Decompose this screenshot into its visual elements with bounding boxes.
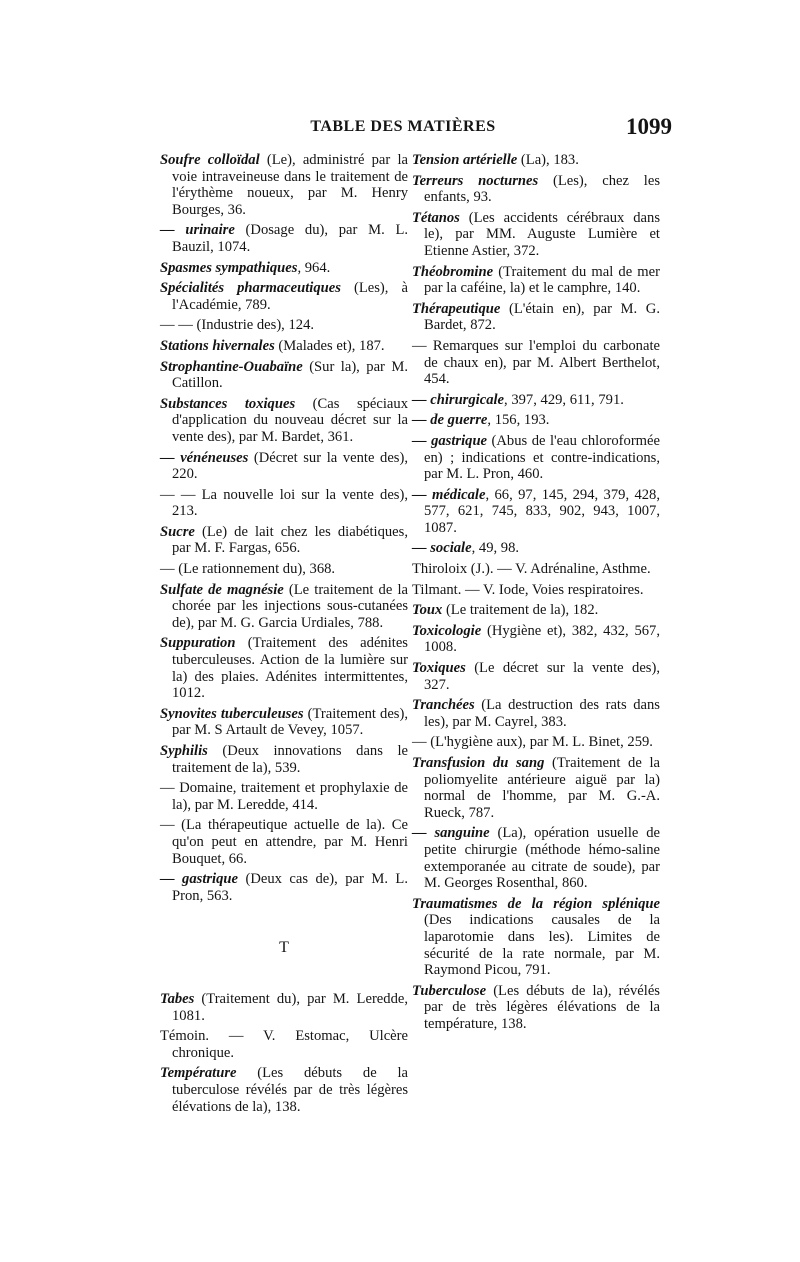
index-entry	[412, 983, 660, 1033]
entry-heading: Tranchées	[412, 697, 475, 714]
entry-heading: Spasmes sympathiques	[160, 259, 298, 276]
entry-text: — (Le rationnement du), 368.	[160, 561, 336, 578]
entry-text: , 397, 429, 611, 791.	[504, 391, 624, 408]
index-entry	[160, 582, 408, 632]
entry-text: Témoin. — V. Estomac, Ulcère chronique.	[160, 1028, 408, 1061]
entry-text: (Les accidents cérébraux dans le), par MM. Auguste Lumière et Etienne Astier, 372.	[424, 209, 660, 259]
entry-heading: Terreurs nocturnes	[412, 172, 539, 189]
entry-heading: Sulfate de magnésie	[160, 581, 284, 598]
index-entry	[412, 392, 660, 409]
entry-text: (Deux innovations dans le traitement de la), 539.	[172, 743, 408, 776]
entry-heading: Tuberculose	[412, 982, 487, 999]
index-entry	[160, 561, 408, 578]
index-entry	[412, 412, 660, 429]
index-entry	[412, 264, 660, 297]
entry-text: (Le) de lait chez les diabétiques, par M. F. Fargas, 656.	[172, 523, 408, 557]
index-entry	[412, 755, 660, 821]
index-entry	[160, 991, 408, 1024]
entry-text: (Des indications causales de la laparotomie dans les). Limites de sécurité de la rate normale, par M. Raymond Picou, 791.	[424, 912, 660, 979]
entry-heading: — sanguine	[412, 825, 490, 842]
entry-heading: Suppuration	[160, 635, 236, 652]
entry-text: — Remarques sur l'emploi du carbonate de chaux en), par M. Albert Berthelot, 454.	[412, 337, 660, 388]
entry-heading: — gastrique	[160, 871, 239, 888]
index-entry	[412, 210, 660, 260]
entry-heading: — de guerre	[412, 412, 488, 429]
entry-heading: Syphilis	[160, 743, 208, 759]
entry-text: Tilmant. — V. Iode, Voies respiratoires.	[412, 581, 644, 598]
index-entry	[412, 540, 660, 557]
index-entry	[412, 487, 660, 537]
entry-heading: Synovites tuberculeuses	[160, 705, 304, 722]
entry-heading: Thérapeutique	[412, 300, 501, 317]
entry-text: (Cas spéciaux d'application du nouveau décret sur la vente des), par M. Bardet, 361.	[172, 395, 408, 445]
index-entry	[160, 1028, 408, 1061]
index-entry	[412, 301, 660, 334]
entry-text: (Malades et), 187.	[274, 337, 385, 354]
entry-heading: Tétanos	[412, 209, 460, 226]
entry-text: (Traitement du mal de mer par la caféine, la) et le camphre, 140.	[424, 263, 660, 297]
entry-text: (Les débuts de la tuberculose révélés par de très légères élévations de la), 138.	[172, 1065, 408, 1115]
entry-text: (L'étain en), par M. G. Bardet, 872.	[424, 300, 660, 334]
entry-heading: — médicale	[412, 486, 486, 503]
entry-text: (Traitement des), par M. S Artault de Vevey, 1057.	[172, 705, 408, 739]
index-entry	[412, 697, 660, 730]
entry-heading: Spécialités pharmaceutiques	[160, 280, 341, 297]
index-entry	[160, 152, 408, 218]
entry-heading: Stations hivernales	[160, 337, 275, 354]
entry-heading: — vénéneuses	[160, 449, 249, 466]
index-entry	[160, 1065, 408, 1115]
entry-heading: Tabes	[160, 990, 195, 1007]
index-entry	[160, 260, 408, 277]
entry-text: (Le traitement de la chorée par les injections sous-cutanées de), par M. G. Garcia Urdiales, 788.	[172, 581, 408, 631]
entry-text: , 49, 98.	[471, 540, 520, 557]
index-entry	[160, 338, 408, 355]
index-entry	[412, 660, 660, 693]
index-entry	[412, 623, 660, 656]
entry-text: — — La nouvelle loi sur la vente des), 213.	[160, 486, 408, 520]
entry-text: — (L'hygiène aux), par M. L. Binet, 259.	[412, 734, 653, 751]
entry-heading: Tension artérielle	[412, 152, 518, 168]
index-entry	[412, 152, 660, 169]
index-entry	[412, 734, 660, 751]
entry-heading: Sucre	[160, 523, 195, 540]
index-entry	[160, 396, 408, 446]
entry-text: (Le décret sur la vente des), 327.	[424, 660, 660, 693]
index-entry	[412, 338, 660, 388]
entry-heading: Toxicologie	[412, 622, 482, 639]
index-entry	[160, 817, 408, 867]
index-entry	[412, 173, 660, 206]
section-letter: T	[279, 939, 289, 957]
entry-text: (Traitement du), par M. Leredde, 1081.	[172, 990, 408, 1024]
entry-text: (Dosage du), par M. L. Bauzil, 1074.	[172, 222, 409, 255]
entry-text: (Les), chez les enfants, 93.	[424, 172, 660, 206]
index-entry	[160, 222, 408, 255]
index-entry	[412, 561, 660, 578]
entry-text: (Traitement de la poliomyelite antérieure aiguë par la) normal de l'homme, par M. G.-A. Rueck, 787.	[424, 755, 660, 821]
entry-text: (Hygiène et), 382, 432, 567, 1008.	[424, 622, 660, 656]
index-entry	[160, 280, 408, 313]
entry-text: , 156, 193.	[487, 412, 550, 429]
entry-heading: Température	[160, 1065, 237, 1082]
entry-text: — Domaine, traitement et prophylaxie de la), par M. Leredde, 414.	[160, 780, 408, 813]
entry-heading: Substances toxiques	[160, 395, 296, 412]
index-entry	[412, 602, 660, 619]
index-entry	[412, 433, 660, 483]
entry-text: — (La thérapeutique actuelle de la). Ce qu'on peut en attendre, par M. Henri Bouquet, 66.	[160, 817, 408, 867]
entry-heading: Transfusion du sang	[412, 755, 545, 771]
right-column	[412, 152, 660, 1037]
page-number: 1099	[626, 114, 672, 139]
entry-text: (Les débuts de la), révélés par de très légères élévations de la température, 138.	[424, 982, 660, 1032]
index-entry	[412, 582, 660, 599]
entry-text: (Les), à l'Académie, 789.	[172, 280, 408, 313]
entry-heading: Traumatismes de la région splénique	[412, 895, 660, 912]
index-entry	[412, 825, 660, 891]
index-entry	[160, 524, 408, 557]
running-header-title: TABLE DES MATIÈRES	[310, 118, 496, 135]
entry-text: (La destruction des rats dans les), par M. Cayrel, 383.	[424, 697, 660, 730]
entry-text: — — (Industrie des), 124.	[160, 317, 315, 334]
entry-text: , 964.	[297, 259, 331, 276]
entry-text: (La), 183.	[517, 152, 579, 168]
entry-heading: Toxiques	[412, 660, 466, 677]
entry-text: (Sur la), par M. Catillon.	[172, 358, 408, 392]
index-entry	[160, 450, 408, 483]
index-entry	[160, 780, 408, 813]
index-entry	[412, 896, 660, 979]
entry-text: (La), opération usuelle de petite chirurgie (méthode hémo-saline extemporanée au citrate de soude), par M. Georges Rosenthal, 860.	[424, 825, 660, 892]
index-entry	[160, 871, 408, 904]
index-entry	[160, 317, 408, 334]
entry-text: , 66, 97, 145, 294, 379, 428, 577, 621, 745, 833, 902, 943, 1007, 1087.	[424, 486, 661, 536]
index-entry	[160, 359, 408, 392]
index-entry	[160, 743, 408, 776]
index-entry	[160, 635, 408, 701]
entry-heading: Soufre colloïdal	[160, 152, 260, 168]
entry-heading: Strophantine-Ouabaïne	[160, 358, 303, 375]
entry-text: (Le), administré par la voie intraveineuse dans le traitement de l'érythème noueux, par M. Henry Bourges, 36.	[172, 152, 409, 218]
index-entry	[160, 706, 408, 739]
entry-text: (Abus de l'eau chloroformée en) ; indications et contre-indications, par M. L. Pron, 460.	[424, 432, 660, 483]
entry-text: (Décret sur la vente des), 220.	[172, 449, 408, 483]
index-entry	[160, 487, 408, 520]
entry-heading: — chirurgicale	[412, 391, 505, 408]
entry-heading: — sociale	[412, 540, 472, 557]
entry-heading: — urinaire	[160, 222, 235, 239]
entry-text: (Traitement des adénites tuberculeuses. Action de la lumière sur la) des plaies. Adénites intermittentes, 1012.	[172, 635, 408, 702]
entry-text: (Le traitement de la), 182.	[442, 602, 599, 619]
entry-text: Thiroloix (J.). — V. Adrénaline, Asthme.	[412, 561, 651, 578]
entry-heading: Toux	[412, 602, 443, 619]
entry-heading: — gastrique	[412, 432, 488, 449]
entry-text: (Deux cas de), par M. L. Pron, 563.	[172, 871, 408, 904]
left-column	[160, 152, 408, 1119]
entry-heading: Théobromine	[412, 263, 494, 280]
